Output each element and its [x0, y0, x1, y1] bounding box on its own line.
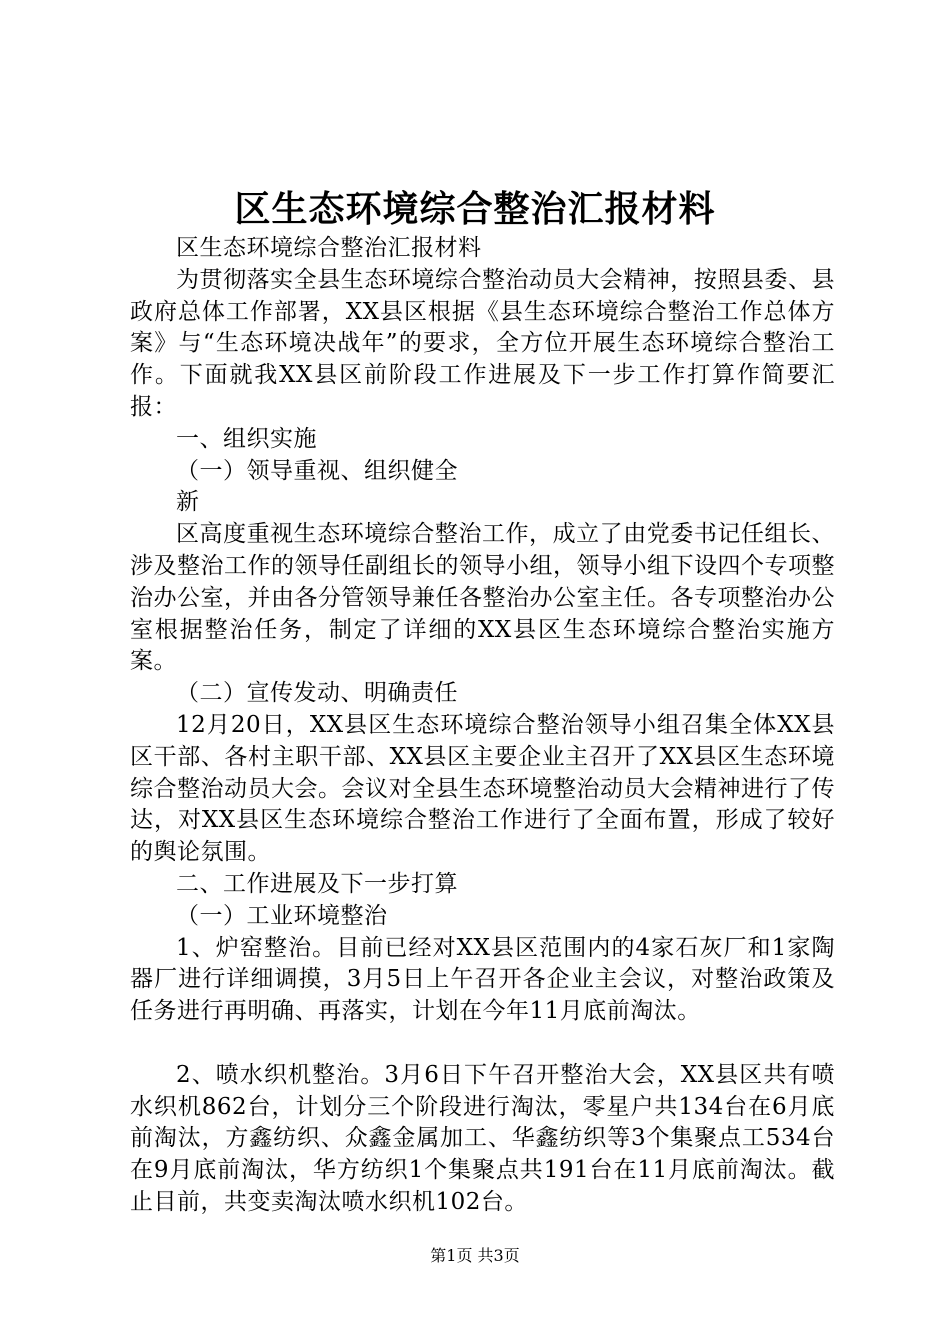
- heading-subsection-1-2: （二）宣传发动、明确责任: [176, 680, 458, 707]
- paragraph-fragment: 新: [176, 489, 200, 516]
- heading-section-1: 一、组织实施: [176, 425, 317, 452]
- paragraph-subtitle: 区生态环境综合整治汇报材料: [176, 235, 482, 261]
- page-number-footer: 第1页 共3页: [430, 1246, 520, 1265]
- heading-section-2: 二、工作进展及下一步打算: [176, 870, 458, 897]
- paragraph-kiln: 1、炉窑整治。目前已经对XX县区范围内的4家石灰厂和1家陶器厂进行详细调摸，3月5日上午召开各企业主会议，对整治政策及任务进行再明确、再落实，计划在今年11月底前淘汰。: [130, 934, 835, 1025]
- paragraph-mobilization: 12月20日，XX县区生态环境综合整治领导小组召集全体XX县区干部、各村主职干部、XX县区主要企业主召开了XX县区生态环境综合整治动员大会。会议对全县生态环境整治动员大会精神进行了传达，对XX县区生态环境综合整治工作进行了全面布置，形成了较好的舆论氛围。: [130, 711, 835, 866]
- paragraph-waterjet: 2、喷水织机整治。3月6日下午召开整治大会，XX县区共有喷水织机862台，计划分三个阶段进行淘汰，零星户共134台在6月底前淘汰，方鑫纺织、众鑫金属加工、华鑫纺织等3个集聚点工534台在9月底前淘汰，华方纺织1个集聚点共191台在11月底前淘汰。截止目前，共变卖淘汰喷水织机102台。: [130, 1061, 835, 1215]
- heading-subsection-1-1: （一）领导重视、组织健全: [176, 457, 458, 484]
- document-title: 区生态环境综合整治汇报材料: [234, 188, 716, 230]
- heading-subsection-2-1: （一）工业环境整治: [176, 902, 388, 929]
- paragraph-intro: 为贯彻落实全县生态环境综合整治动员大会精神，按照县委、县政府总体工作部署，XX县区根据《县生态环境综合整治工作总体方案》与“生态环境决战年”的要求，全方位开展生态环境综合整治工作。下面就我XX县区前阶段工作进展及下一步工作打算作简要汇报：: [130, 266, 835, 420]
- document-body: [130, 233, 835, 1219]
- paragraph-leadership: 区高度重视生态环境综合整治工作，成立了由党委书记任组长、涉及整治工作的领导任副组长的领导小组，领导小组下设四个专项整治办公室，并由各分管领导兼任各整治办公室主任。各专项整治办公室根据整治任务，制定了详细的XX县区生态环境综合整治实施方案。: [130, 521, 835, 675]
